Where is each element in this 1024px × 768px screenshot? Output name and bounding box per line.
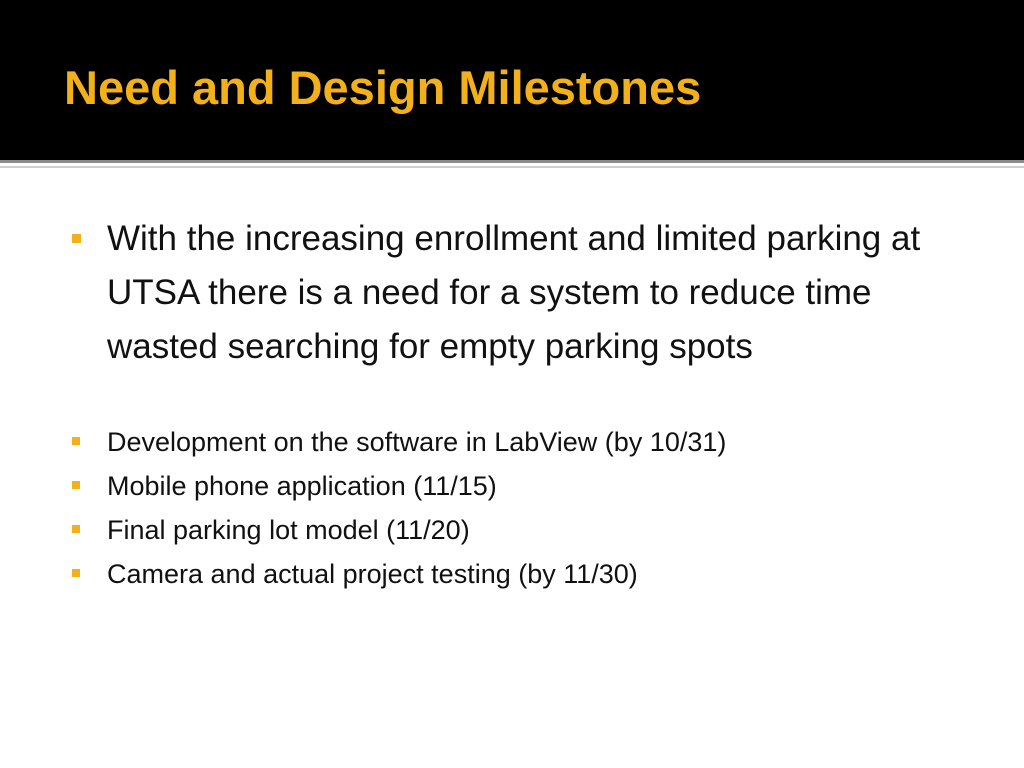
bullet-item-lot-model bbox=[72, 508, 972, 552]
square-bullet-icon bbox=[72, 481, 80, 489]
bullet-item-need bbox=[72, 212, 972, 374]
bullet-item-software bbox=[72, 420, 972, 464]
header-divider-light bbox=[0, 166, 1024, 168]
bullet-text: Camera and actual project testing (by 11/30) bbox=[107, 559, 638, 589]
bullet-list bbox=[72, 212, 972, 596]
bullet-text: Development on the software in LabView (by 10/31) bbox=[107, 427, 727, 457]
square-bullet-icon bbox=[72, 569, 80, 577]
header-divider bbox=[0, 160, 1024, 163]
slide-title: Need and Design Milestones bbox=[64, 61, 702, 114]
bullet-text: Mobile phone application (11/15) bbox=[107, 471, 497, 501]
bullet-text: Final parking lot model (11/20) bbox=[107, 515, 470, 545]
bullet-text: With the increasing enrollment and limited parking at UTSA there is a need for a system to reduce time wasted searching for empty parking spots bbox=[107, 219, 921, 366]
bullet-item-mobile-app bbox=[72, 464, 972, 508]
square-bullet-icon bbox=[72, 525, 80, 533]
square-bullet-icon bbox=[72, 437, 80, 445]
title-bar bbox=[0, 0, 1024, 160]
square-bullet-icon bbox=[72, 234, 81, 243]
bullet-item-testing bbox=[72, 552, 972, 596]
